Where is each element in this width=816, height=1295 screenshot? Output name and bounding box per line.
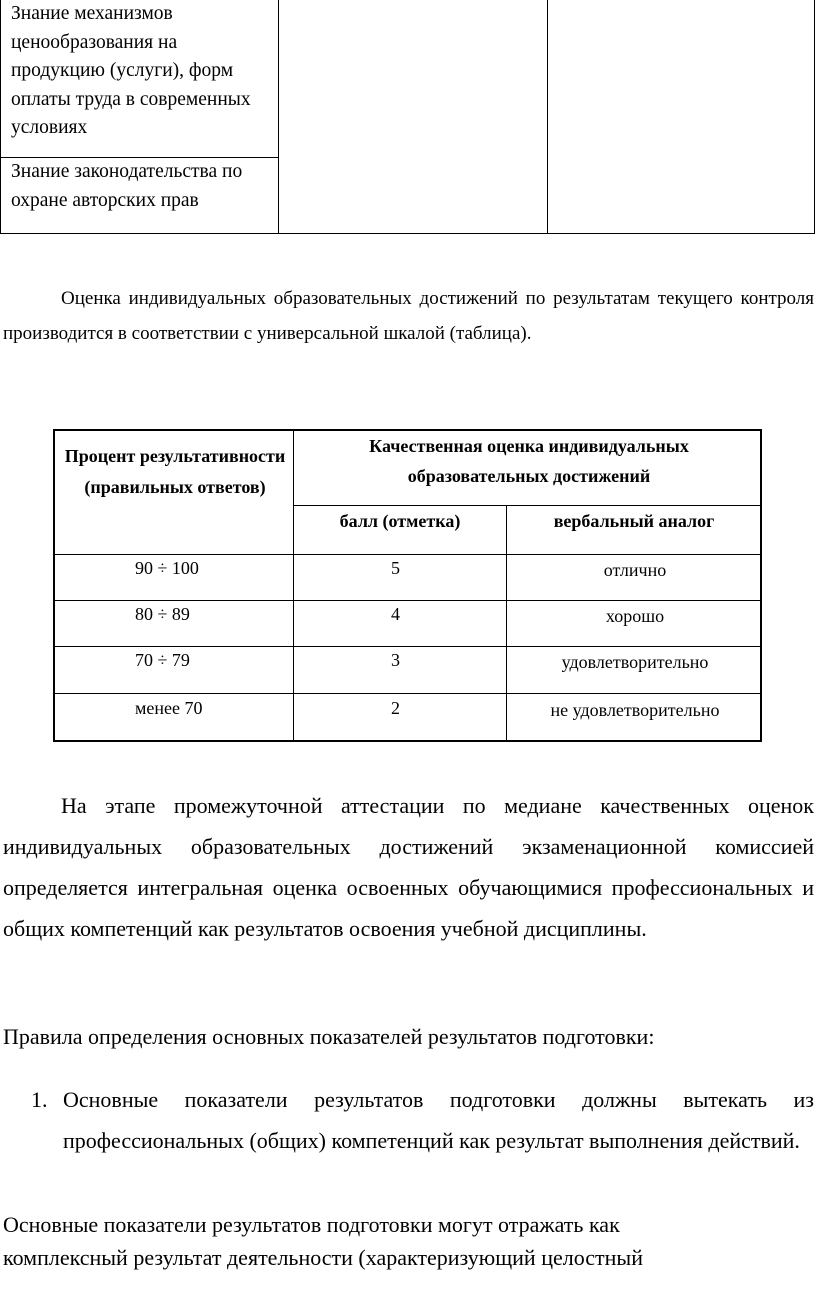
table-cell: 80 ÷ 89 <box>135 604 190 624</box>
intro-paragraph: Оценка индивидуальных образовательных достижений по результатам текущего контроля производится в соответствии с универсальной шкалой (таблица). <box>3 288 814 344</box>
table-cell: 3 <box>391 650 400 670</box>
table-cell: Знание механизмов ценообразования на продукцию (услуги), форм оплаты труда в современных условиях <box>11 3 251 138</box>
table-divider <box>55 693 760 694</box>
verbal-column-header: вербальный аналог <box>553 511 715 531</box>
table-cell: 70 ÷ 79 <box>135 650 190 670</box>
table-cell: 5 <box>391 558 400 578</box>
rules-heading: Правила определения основных показателей результатов подготовки: <box>3 1024 655 1049</box>
table-divider <box>55 646 760 647</box>
table-cell: удовлетворительно <box>561 652 709 672</box>
percent-column-header: Процент результативности (правильных ответов) <box>64 446 286 497</box>
final-paragraph: Основные показатели результатов подготовки могут отражать как комплексный результат деятельности (характеризующий целостный <box>3 1212 643 1270</box>
table-cell: 2 <box>391 698 400 718</box>
score-column-header: балл (отметка) <box>339 511 461 531</box>
table-cell: хорошо <box>605 606 665 626</box>
table-divider <box>55 600 760 601</box>
qualitative-group-header: Качественная оценка индивидуальных образовательных достижений <box>369 436 689 486</box>
table-divider <box>547 0 548 233</box>
grading-scale-table <box>53 429 762 742</box>
table-cell: 90 ÷ 100 <box>135 558 199 578</box>
table-divider <box>506 505 507 740</box>
attestation-paragraph: На этапе промежуточной аттестации по медиане качественных оценок индивидуальных образовательных достижений экзаменационной комиссией определяется интегральная оценка освоенных обучающимися профессиональных и общих компетенций как результатов освоения учебной дисциплины. <box>3 793 814 941</box>
table-divider <box>278 0 279 233</box>
table-cell: отлично <box>603 560 667 580</box>
table-cell: не удовлетворительно <box>550 700 720 720</box>
table-divider <box>55 554 760 555</box>
competency-table <box>0 0 815 234</box>
table-cell: Знание законодательства по охране авторских прав <box>11 161 243 211</box>
table-cell: менее 70 <box>135 698 203 718</box>
table-cell: 4 <box>391 604 400 624</box>
list-item: Основные показатели результатов подготовки должны вытекать из профессиональных (общих) компетенций как результат выполнения действий. <box>63 1087 814 1153</box>
list-item-number: 1. <box>31 1087 48 1112</box>
